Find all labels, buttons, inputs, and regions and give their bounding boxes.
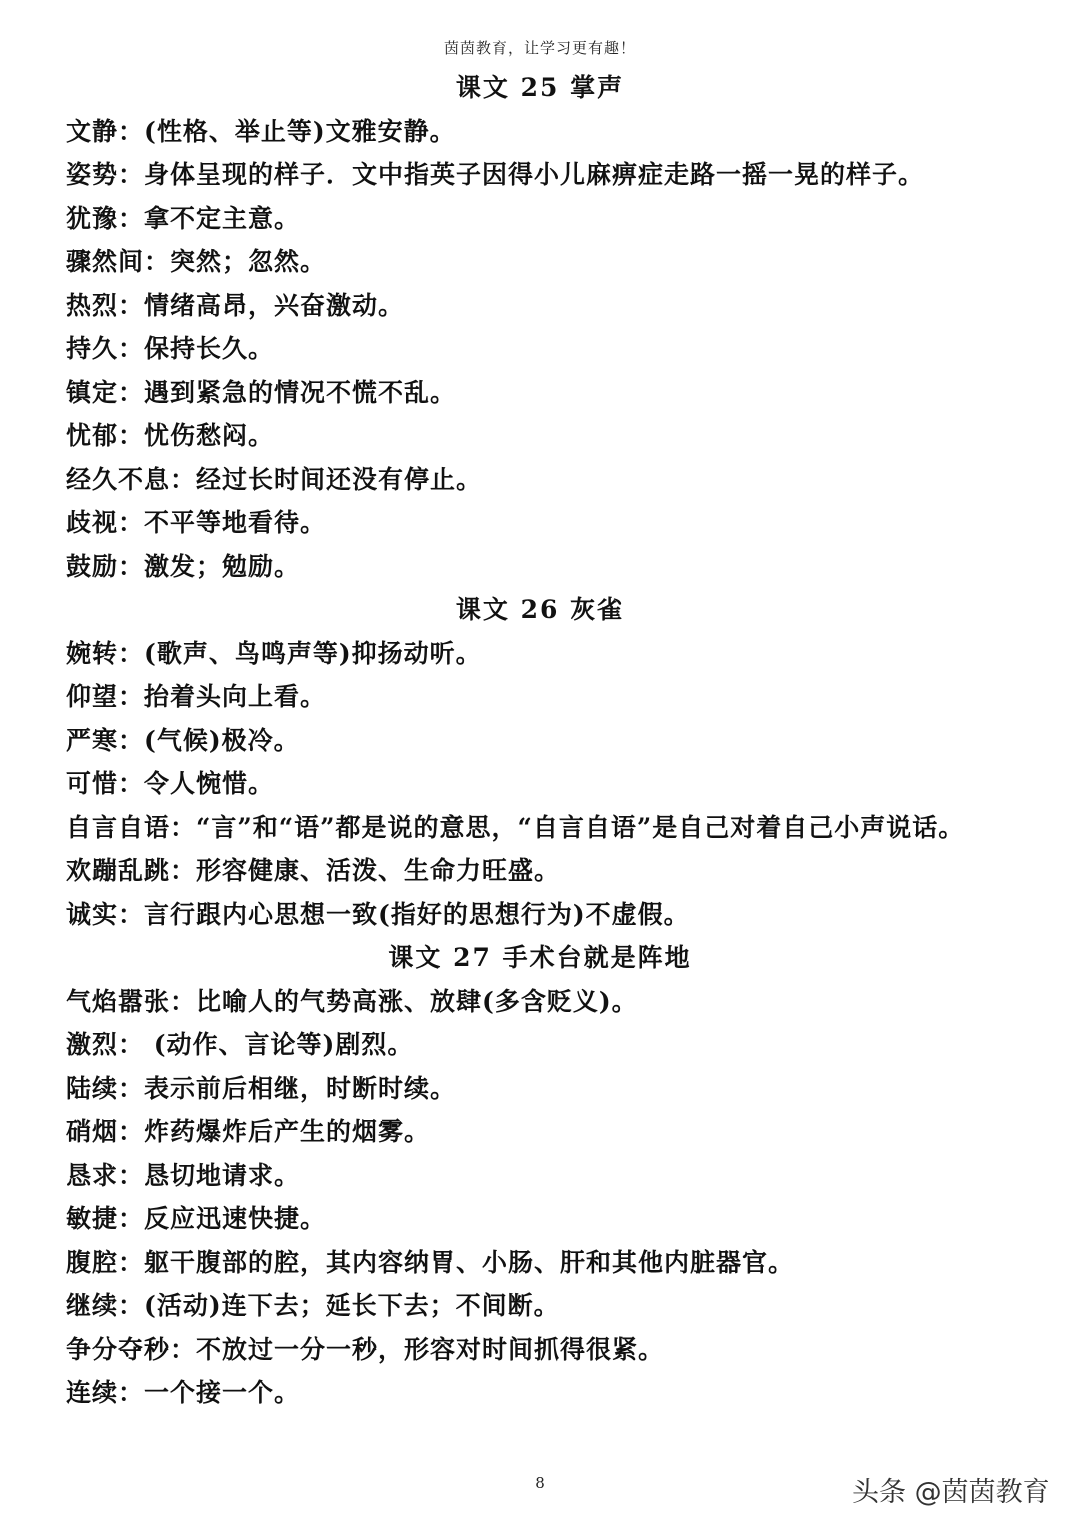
entry: 硝烟：炸药爆炸后产生的烟雾。 <box>66 1117 431 1146</box>
entry: 敏捷：反应迅速快捷。 <box>66 1204 327 1233</box>
entry: 自言自语：“言”和“语”都是说的意思，“自言自语”是自己对着自己小声说话。 <box>66 812 965 842</box>
entry: 欢蹦乱跳：形容健康、活泼、生命力旺盛。 <box>66 856 561 885</box>
entry: 婉转：(歌声、鸟鸣声等)抑扬动听。 <box>66 638 482 668</box>
entry: 腹腔：躯干腹部的腔，其内容纳胃、小肠、肝和其他内脏器官。 <box>66 1247 795 1277</box>
section-title-25: 课文 25 掌声 <box>455 73 625 102</box>
entry: 诚实：言行跟内心思想一致(指好的思想行为)不虚假。 <box>66 899 690 929</box>
entry: 骤然间：突然；忽然。 <box>66 247 327 276</box>
entry: 持久：保持长久。 <box>66 334 275 363</box>
section-title-26: 课文 26 灰雀 <box>455 595 625 624</box>
entry: 镇定：遇到紧急的情况不慌不乱。 <box>66 377 457 407</box>
entry: 恳求：恳切地请求。 <box>66 1160 301 1190</box>
entry: 争分夺秒：不放过一分一秒，形容对时间抓得很紧。 <box>66 1334 665 1364</box>
page-number: 8 <box>535 1474 545 1492</box>
entry: 经久不息：经过长时间还没有停止。 <box>66 464 483 494</box>
entry: 激烈： (动作、言论等)剧烈。 <box>66 1030 414 1059</box>
entry: 继续：(活动)连下去；延长下去；不间断。 <box>66 1291 560 1320</box>
entry: 连续：一个接一个。 <box>66 1378 301 1407</box>
document-body <box>66 66 1026 1415</box>
entry: 陆续：表示前后相继，时断时续。 <box>66 1073 457 1103</box>
page-header: 茵茵教育，让学习更有趣！ <box>443 39 636 57</box>
entry: 热烈：情绪高昂，兴奋激动。 <box>66 290 405 320</box>
entry: 可惜：令人惋惜。 <box>66 769 275 798</box>
entry: 姿势：身体呈现的样子．文中指英子因得小儿麻痹症走路一摇一晃的样子。 <box>66 160 925 189</box>
watermark-logo: 头条 @茵茵教育 <box>852 1477 1050 1508</box>
entry: 鼓励：激发；勉励。 <box>66 551 301 581</box>
entry: 气焰嚣张：比喻人的气势高涨、放肆(多含贬义)。 <box>66 986 638 1016</box>
entry: 忧郁：忧伤愁闷。 <box>66 421 275 450</box>
entry: 文静：(性格、举止等)文雅安静。 <box>66 116 456 146</box>
entry: 仰望：抬着头向上看。 <box>66 682 327 711</box>
entry: 严寒：(气候)极冷。 <box>66 725 300 755</box>
entry: 歧视：不平等地看待。 <box>66 508 327 537</box>
section-title-27: 课文 27 手术台就是阵地 <box>388 943 692 972</box>
entry: 犹豫：拿不定主意。 <box>66 203 301 233</box>
